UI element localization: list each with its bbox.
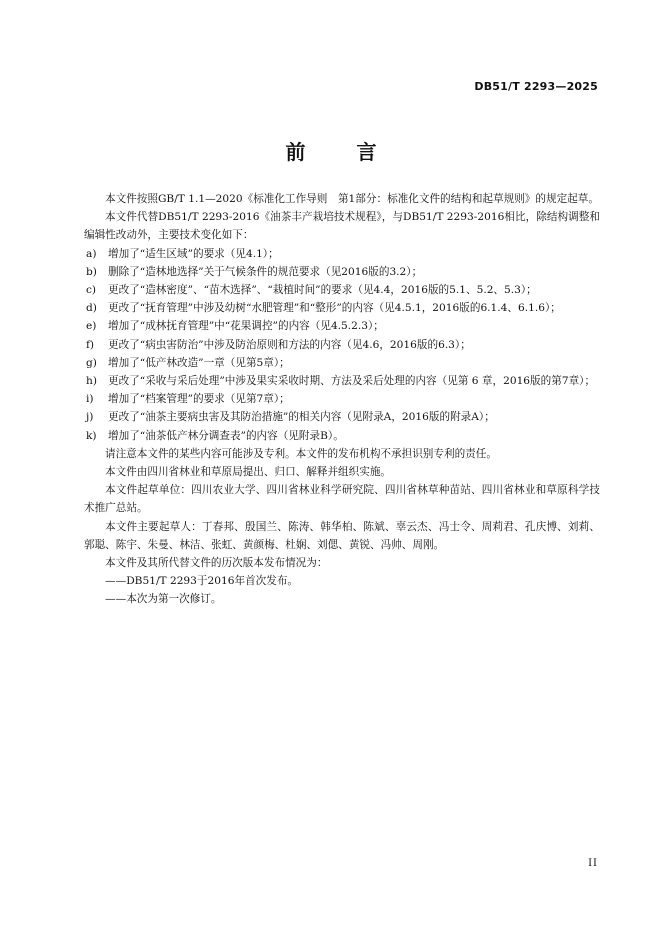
list-item-text: 增加了“成林抚育管理”中“花果调控”的内容（见4.5.2.3）；	[108, 320, 384, 333]
list-item-text: 更改了“病虫害防治”中涉及防治原则和方法的内容（见4.6，2016版的6.3）；	[108, 338, 471, 351]
page-title: 前 言	[285, 140, 399, 164]
list-item	[84, 263, 600, 281]
list-item-label: g)	[86, 356, 97, 369]
history-item: ——本次为第一次修订。	[105, 593, 222, 606]
list-item-text: 增加了“适生区域”的要求（见4.1）；	[108, 247, 279, 260]
paragraph: 本文件代替DB51/T 2293-2016《油茶丰产栽培技术规程》，与DB51/T 2293-2016相比，除结构调整和编辑性改动外，主要技术变化如下：	[84, 211, 600, 242]
change-list	[84, 245, 600, 445]
list-item-label: h)	[86, 375, 97, 388]
list-item-text: 更改了“抚育管理”中涉及幼树“水肥管理”和“整形”的内容（见4.5.1，2016版的6.1.4、6.1.6）；	[108, 302, 561, 315]
list-item-text: 更改了“油茶主要病虫害及其防治措施”的相关内容（见附录A，2016版的附录A）；	[108, 411, 495, 424]
list-item	[84, 317, 600, 335]
history-intro: 本文件及其所代替文件的历次版本发布情况为：	[105, 557, 328, 570]
proposer-paragraph: 本文件由四川省林业和草原局提出、归口、解释并组织实施。	[105, 466, 392, 479]
list-item-label: j)	[86, 411, 94, 424]
list-item-text: 删除了“造林地选择”关于气候条件的规范要求（见2016版的3.2）；	[108, 265, 423, 278]
standard-code: DB51/T 2293—2025	[474, 80, 598, 93]
list-item-text: 更改了“采收与采后处理”中涉及果实采收时期、方法及采后处理的内容（见第 6 章，2016版的第7章）；	[108, 375, 596, 388]
list-item	[84, 372, 600, 390]
list-item	[84, 390, 600, 408]
list-item-label: e)	[86, 320, 97, 333]
list-item	[84, 336, 600, 354]
list-item	[84, 427, 600, 445]
drafting-units: 本文件起草单位：四川农业大学、四川省林业科学研究院、四川省林草种苗站、四川省林业和草原科学技术推广总站。	[84, 484, 600, 515]
list-item-label: i)	[86, 393, 94, 406]
list-item-text: 增加了“低产林改造”一章（见第5章）；	[108, 356, 290, 369]
list-item-label: a)	[86, 247, 97, 260]
list-item-label: b)	[86, 265, 97, 278]
list-item	[84, 281, 600, 299]
list-item-text: 更改了“造林密度”、“苗木选择”、“栽植时间”的要求（见4.4，2016版的5.1、5.2、5.3）；	[108, 284, 537, 297]
list-item-label: c)	[86, 284, 97, 297]
patent-notice: 请注意本文件的某些内容可能涉及专利。本文件的发布机构不承担识别专利的责任。	[105, 447, 497, 460]
list-item-label: f)	[86, 338, 95, 351]
page-number: II	[588, 858, 598, 869]
history-item: ——DB51/T 2293于2016年首次发布。	[105, 575, 299, 588]
list-item-text: 增加了“油茶低产林分调查表”的内容（见附录B）。	[108, 429, 344, 442]
list-item-label: k)	[86, 429, 97, 442]
list-item-label: d)	[86, 302, 97, 315]
drafters: 本文件主要起草人：丁春邦、殷国兰、陈涛、韩华柏、陈斌、辜云杰、冯士令、周莉君、孔庆博、刘莉、郭聪、陈宇、朱曼、林洁、张虹、黄颜梅、杜娴、刘偲、黄锐、冯帅、周刚。	[84, 520, 600, 551]
list-item-text: 增加了“档案管理”的要求（见第7章）；	[108, 393, 290, 406]
paragraph: 本文件按照GB/T 1.1—2020《标准化工作导则 第1部分：标准化文件的结构和起草规则》的规定起草。	[105, 193, 599, 205]
document-body	[84, 190, 600, 609]
list-item	[84, 299, 600, 317]
list-item	[84, 354, 600, 372]
list-item	[84, 245, 600, 263]
list-item	[84, 408, 600, 426]
